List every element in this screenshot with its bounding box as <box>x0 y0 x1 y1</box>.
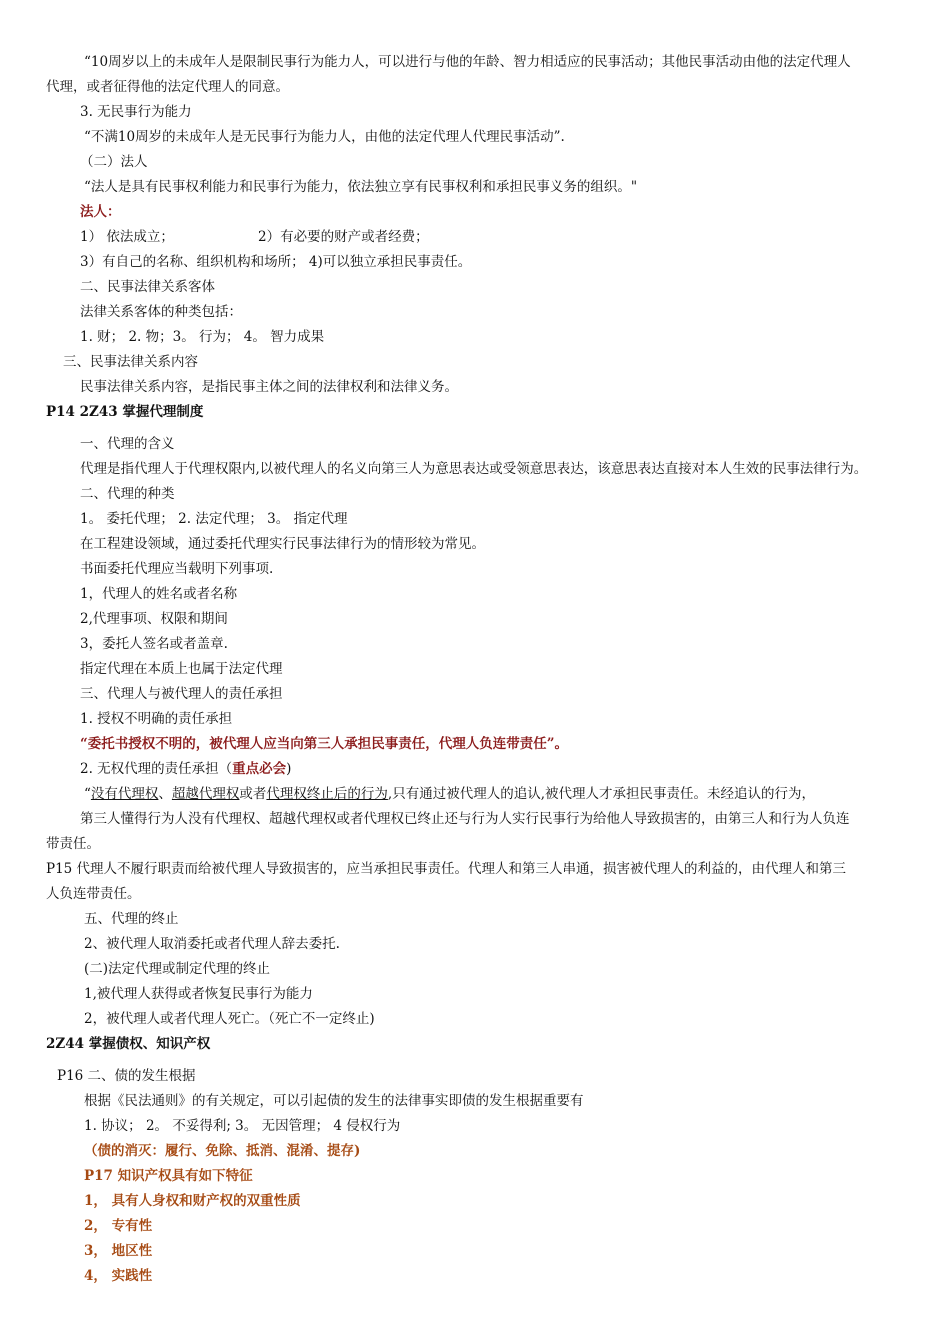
section-heading: 二、民事法律关系客体 <box>80 279 215 295</box>
chapter-heading: 2Z44 掌握债权、知识产权 <box>46 1036 211 1052</box>
text-run: 或者 <box>239 786 267 802</box>
paragraph-line: P15 代理人不履行职责而给被代理人导致损害的，应当承担民事责任。代理人和第三人串通，损害被代理人的利益的，由代理人和第三 <box>46 861 847 877</box>
list-item: 3）有自己的名称、组织机构和场所； 4)可以独立承担民事责任。 <box>80 254 472 270</box>
text-run: 、 <box>158 786 172 802</box>
paragraph-line: 代理，或者征得他的法定代理人的同意。 <box>46 79 289 95</box>
paragraph-line: 在工程建设领域，通过委托代理实行民事法律行为的情形较为常见。 <box>80 536 485 552</box>
quote-mark: “ <box>84 786 91 802</box>
paragraph-line: 第三人懂得行为人没有代理权、超越代理权或者代理权已终止还与行为人实行民事行为给他人导致损害的，由第三人和行为人负连 <box>80 811 850 827</box>
paragraph-line: 人负连带责任。 <box>46 886 141 902</box>
list-item: 3，委托人签名或者盖章. <box>80 636 228 652</box>
highlight-list-item: 2， 专有性 <box>84 1218 153 1234</box>
paragraph-line: 代理是指代理人于代理权限内,以被代理人的名义向第三人为意思表达或受领意思表达，该意思表达直接对本人生效的民事法律行为。 <box>80 461 868 477</box>
paragraph-line: 书面委托代理应当载明下列事项. <box>80 561 274 577</box>
list-item: 2、被代理人取消委托或者代理人辞去委托. <box>84 936 340 952</box>
list-item: 1. 财； 2. 物；3。 行为； 4。 智力成果 <box>80 329 325 345</box>
highlight-quote: “委托书授权不明的，被代理人应当向第三人承担民事责任，代理人负连带责任”。 <box>80 736 569 752</box>
subheading-text: ) <box>286 761 292 777</box>
list-item: 2）有必要的财产或者经费； <box>258 229 429 245</box>
highlight-heading: 法人： <box>80 204 121 220</box>
text-run: ,只有通过被代理人的追认,被代理人才承担民事责任。未经追认的行为， <box>387 786 815 802</box>
underlined-term: 没有代理权 <box>90 786 159 802</box>
paragraph-line: 根据《民法通则》的有关规定，可以引起债的发生的法律事实即债的发生根据重要有 <box>84 1093 584 1109</box>
subheading: （二）法人 <box>80 154 148 170</box>
underlined-term: 超越代理权 <box>171 786 240 802</box>
highlight-list-item: 3， 地区性 <box>84 1243 153 1259</box>
list-item: 1，代理人的姓名或者名称 <box>80 586 238 602</box>
paragraph-line: 指定代理在本质上也属于法定代理 <box>80 661 283 677</box>
list-item: 2，被代理人或者代理人死亡。（死亡不一定终止) <box>84 1011 375 1027</box>
underlined-term: 代理权终止后的行为 <box>266 786 388 802</box>
section-heading: 二、代理的种类 <box>80 486 175 502</box>
paragraph-line: “10周岁以上的未成年人是限制民事行为能力人，可以进行与他的年龄、智力相适应的民事活动；其他民事活动由他的法定代理人 <box>84 54 851 70</box>
chapter-heading: P14 2Z43 掌握代理制度 <box>46 404 204 420</box>
highlight-heading: P17 知识产权具有如下特征 <box>84 1168 253 1184</box>
section-heading: 五、代理的终止 <box>84 911 179 927</box>
section-heading: 一、代理的含义 <box>80 436 175 452</box>
list-item: 1. 协议； 2。 不妥得利; 3。 无因管理； 4 侵权行为 <box>84 1118 401 1134</box>
section-heading: 三、代理人与被代理人的责任承担 <box>80 686 283 702</box>
paragraph-line: 法律关系客体的种类包括： <box>80 304 242 320</box>
highlight-list-item: 1， 具有人身权和财产权的双重性质 <box>84 1193 301 1209</box>
key-point-badge: 重点必会 <box>232 761 287 777</box>
subheading: (二)法定代理或制定代理的终止 <box>84 961 271 977</box>
list-item: 1,被代理人获得或者恢复民事行为能力 <box>84 986 313 1002</box>
highlight-note: （债的消灭：履行、免除、抵消、混淆、提存) <box>84 1143 361 1159</box>
section-heading: P16 二、债的发生根据 <box>57 1068 196 1084</box>
list-item: 1。 委托代理； 2. 法定代理； 3。 指定代理 <box>80 511 348 527</box>
list-item: 1） 依法成立； <box>80 229 174 245</box>
subheading <box>80 760 291 778</box>
section-heading: 三、民事法律关系内容 <box>63 354 198 370</box>
highlight-list-item: 4， 实践性 <box>84 1268 153 1284</box>
paragraph-line: “不满10周岁的未成年人是无民事行为能力人，由他的法定代理人代理民事活动”. <box>84 129 565 145</box>
paragraph-line <box>84 785 815 803</box>
paragraph-line: “法人是具有民事权利能力和民事行为能力，依法独立享有民事权利和承担民事义务的组织。" <box>84 179 638 195</box>
paragraph-line: 带责任。 <box>46 836 100 852</box>
subheading: 1. 授权不明确的责任承担 <box>80 711 233 727</box>
paragraph-line: 民事法律关系内容，是指民事主体之间的法律权利和法律义务。 <box>80 379 458 395</box>
list-item: 2,代理事项、权限和期间 <box>80 611 228 627</box>
subheading: 3. 无民事行为能力 <box>80 104 192 120</box>
subheading-text: 2. 无权代理的责任承担（ <box>80 761 233 777</box>
